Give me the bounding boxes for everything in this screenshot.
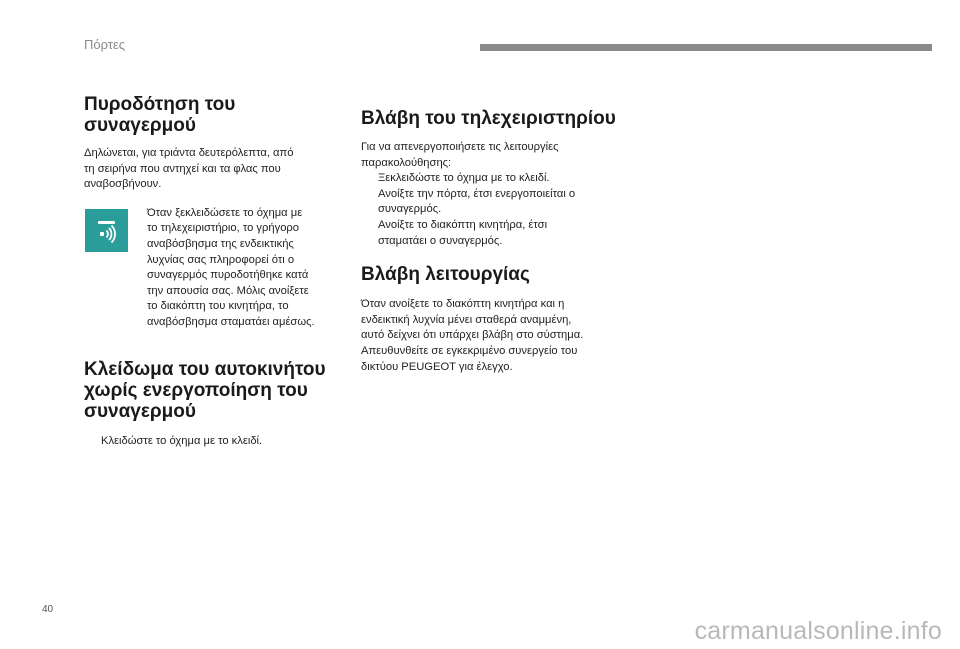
operating-fault-heading: Βλάβη λειτουργίας [361,264,530,286]
section-header-title: Πόρτες [84,37,126,52]
arrow-bullet-icon [361,218,378,249]
remote-failure-heading: Βλάβη του τηλεχειριστηρίου [361,108,616,129]
remote-failure-intro: Για να απενεργοποιήσετε τις λειτουργίες παρακολούθησης: [361,141,559,169]
arrow-bullet-icon [84,434,101,450]
list-item [361,171,623,187]
left-column [84,94,336,449]
alarm-triggering-body: Δηλώνεται, για τριάντα δευτερόλεπτα, από τη σειρήνα που αντηχεί και τα φλας που αναβοσβήνουν. [84,147,294,191]
list-item [84,434,336,450]
right-column [361,108,623,375]
lock-without-alarm-heading: Κλείδωμα του αυτοκινήτου χωρίς ενεργοποίηση του συναγερμού [84,358,326,422]
info-note-text: Όταν ξεκλειδώσετε το όχημα με το τηλεχειριστήριο, το γρήγορο αναβόσβησμα της ενδεικτικής λυχνίας σας πληροφορεί ότι ο συναγερμός πυροδοτήθηκε κατά την απουσία σας. Μόλις ανοίξετε το διακόπτη του κινητήρα, το αναβόσβησμα σταματάει αμέσως. [147,206,315,328]
list-item-text: Κλειδώστε το όχημα με το κλειδί. [101,434,263,447]
page-number: 40 [42,604,54,615]
list-item-text: Ανοίξτε το διακόπτη κινητήρα, έτσι σταματάει ο συναγερμός. [378,218,548,247]
alarm-sensor-icon [85,209,128,252]
alarm-triggering-heading: Πυροδότηση του συναγερμού [84,94,236,136]
watermark: carmanualsonline.info [694,617,942,645]
list-item-text: Ξεκλειδώστε το όχημα με το κλειδί. [378,172,550,185]
remote-failure-steps-list [361,171,623,249]
list-item [361,187,623,218]
info-note [84,206,336,331]
arrow-bullet-icon [361,171,378,187]
lock-steps-list [84,434,336,450]
list-item-text: Ανοίξτε την πόρτα, έτσι ενεργοποιείται ο συναγερμός. [378,187,576,216]
header-divider-bar [480,44,932,51]
list-item [361,218,623,249]
arrow-bullet-icon [361,187,378,218]
operating-fault-body: Όταν ανοίξετε το διακόπτη κινητήρα και η ενδεικτική λυχνία μένει σταθερά αναμμένη, αυτό δείχνει ότι υπάρχει βλάβη στο σύστημα. Απευθυνθείτε σε εγκεκριμένο συνεργείο του δικτύου PEUGEOT για έλεγχο. [361,298,584,373]
